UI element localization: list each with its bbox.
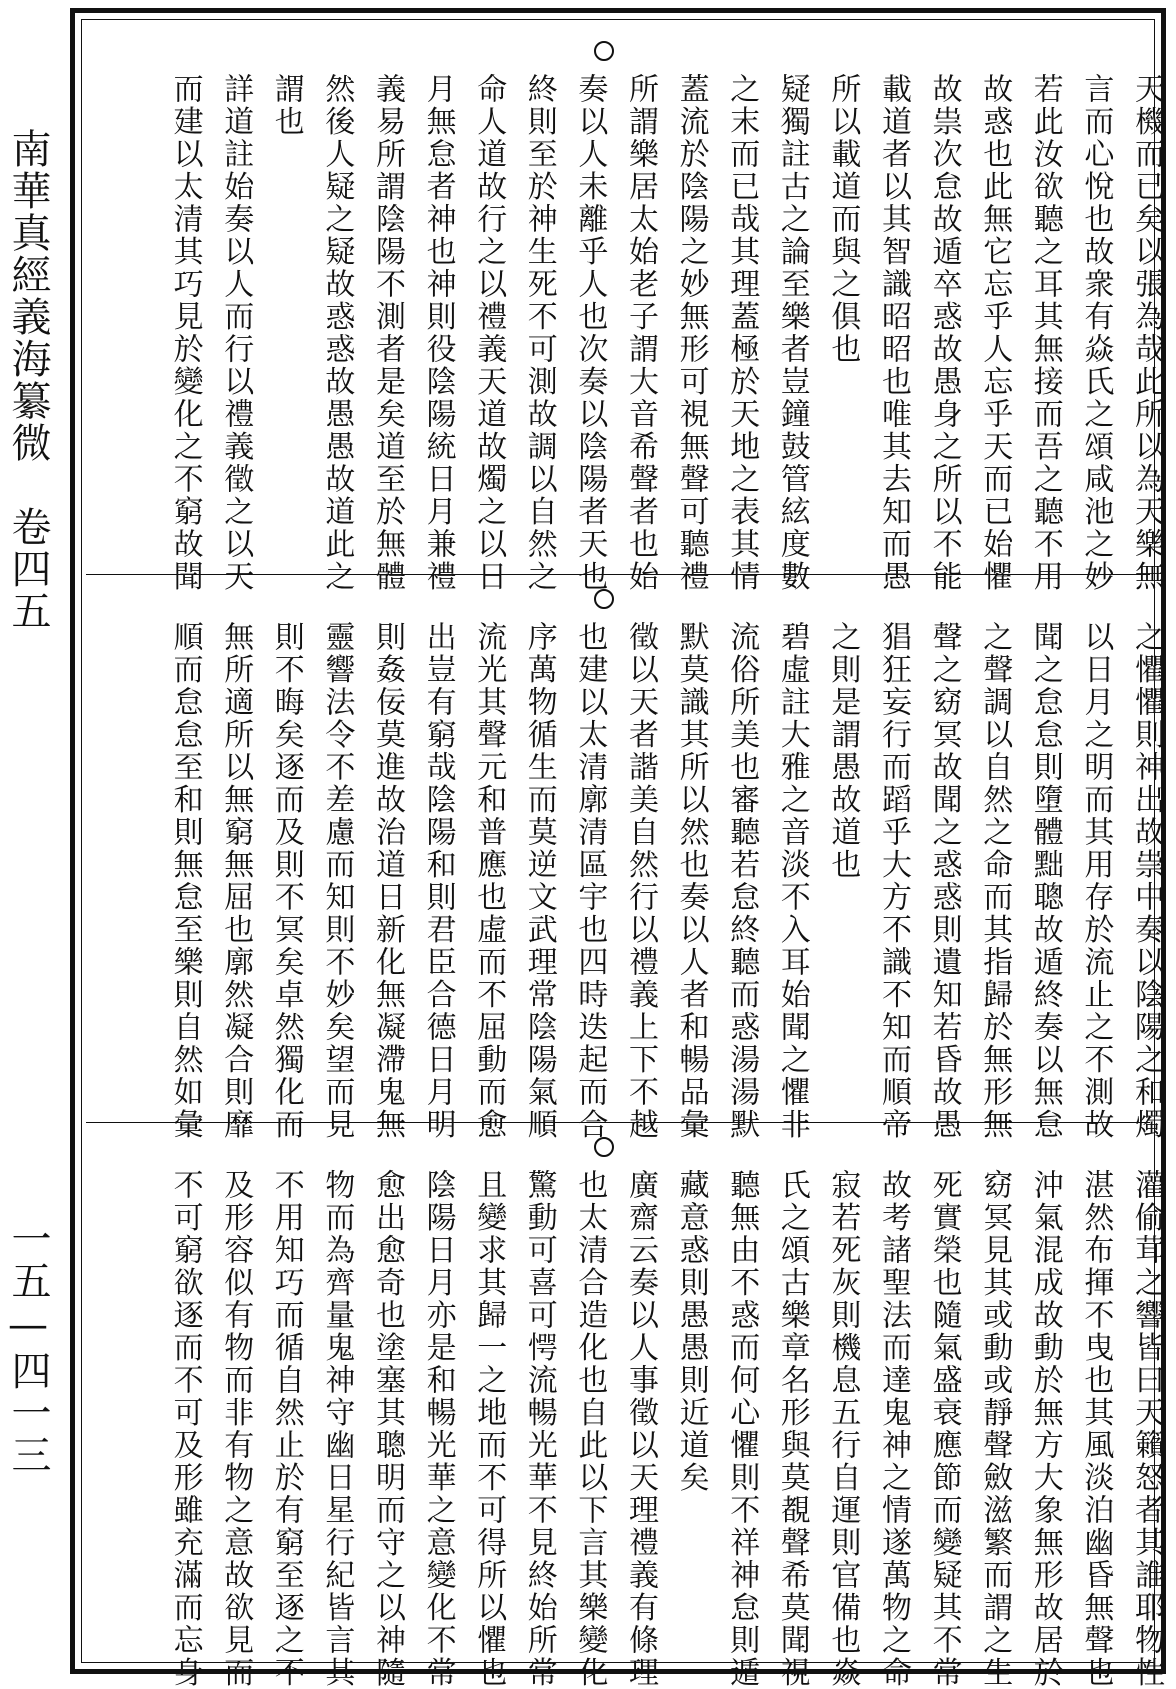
- text-column: 氏之頌古樂章名形與莫覩聲希莫聞視: [774, 1169, 810, 1689]
- text-column: 窈冥見其或動或靜聲斂滋繁而謂之生: [977, 1169, 1013, 1689]
- text-column: 驚動可喜可愕流暢光華不見終始所常: [521, 1169, 557, 1689]
- text-column: 陰陽日月亦是和暢光華之意變化不常: [420, 1169, 456, 1689]
- register-top: [86, 31, 1164, 593]
- text-column: 流俗所美也審聽若怠終聽而惑湯湯默: [724, 621, 760, 1141]
- text-column: 義易所謂陰陽不測者是矣道至於無體: [370, 73, 405, 593]
- text-column: 死實榮也隨氣盛衰應節而變疑其不常: [926, 1169, 962, 1689]
- register-bottom: [86, 1127, 1164, 1689]
- text-column: 蓋流於陰陽之妙無形可視無聲可聽禮: [673, 73, 709, 593]
- text-column: 而建以太清其巧見於變化之不窮故聞: [167, 73, 203, 593]
- text-column: 終則至於神生死不可測故調以自然之: [521, 73, 557, 593]
- text-column: 寂若死灰則機息五行自運則官備也焱: [825, 1169, 861, 1689]
- text-column: 則姦佞莫進故治道日新化無凝滯鬼無: [370, 621, 405, 1141]
- text-column: 藏意惑則愚愚則近道矣: [673, 1169, 709, 1494]
- text-column: 靈響法令不差慮而知則不妙矣望而見: [319, 621, 355, 1141]
- text-column: 所以載道而與之俱也: [825, 73, 861, 366]
- text-column: 徵以天者諧美自然行以禮義上下不越: [623, 621, 658, 1141]
- text-column: 聞之怠怠則墮體黜聰故遁終奏以無怠: [1027, 621, 1063, 1141]
- text-column: 以日月之明而其用存於流止之不測故: [1078, 621, 1114, 1141]
- text-column: 猖狂妄行而蹈乎大方不識不知而順帝: [876, 621, 911, 1141]
- section-circle-mark: [594, 41, 614, 61]
- text-column: 默莫識其所以然也奏以人者和暢品彙: [673, 621, 709, 1141]
- text-column: 之則是謂愚故道也: [825, 621, 861, 881]
- text-column: 命人道故行之以禮義天道故燭之以日: [471, 73, 507, 593]
- text-column: 聲之窈冥故聞之惑惑則遺知若昏故愚: [926, 621, 962, 1141]
- text-column: 之聲調以自然之命而其指歸於無形無: [977, 621, 1013, 1141]
- text-column: 沖氣混成故動於無方大象無形故居於: [1027, 1169, 1063, 1689]
- text-column: 也太清合造化也自此以下言其樂變化: [572, 1169, 608, 1689]
- text-column: 疑獨註古之論至樂者豈鐘鼓管絃度數: [774, 73, 810, 593]
- text-column: 之末而已哉其理蓋極於天地之表其情: [724, 73, 760, 593]
- register-divider: [86, 1122, 1150, 1123]
- text-column: 謂也: [268, 73, 304, 138]
- section-circle-mark: [594, 1137, 614, 1157]
- text-column: 及形容似有物而非有物之意故欲見而: [218, 1169, 254, 1689]
- text-column: 若此汝欲聽之耳其無接而吾之聽不用: [1027, 73, 1063, 593]
- text-column: 且變求其歸一之地而不可得所以懼也: [471, 1169, 507, 1689]
- register-middle: [86, 579, 1164, 1141]
- text-column: 故考諸聖法而達鬼神之情遂萬物之命: [876, 1169, 911, 1689]
- text-column: 所謂樂居太始老子謂大音希聲者也始: [623, 73, 658, 593]
- text-column: 碧虛註大雅之音淡不入耳始聞之懼非: [774, 621, 810, 1141]
- page-frame: [70, 8, 1166, 1689]
- text-column: 則不晦矣逐而及則不冥矣卓然獨化而: [268, 621, 304, 1141]
- text-column: 愈出愈奇也塗塞其聰明而守之以神隨: [370, 1169, 405, 1689]
- text-column: 出豈有窮哉陰陽和則君臣合德日月明: [420, 621, 456, 1141]
- text-column: 物而為齊量鬼神守幽日星行紀皆言其: [319, 1169, 355, 1689]
- text-column: 不可窮欲逐而不可及形雖充滿而忘身: [167, 1169, 203, 1689]
- text-column: 奏以人未離乎人也次奏以陰陽者天也: [572, 73, 608, 593]
- text-column: 流光其聲元和普應也虛而不屈動而愈: [471, 621, 507, 1141]
- text-column: 然後人疑之疑故惑惑故愚愚故道此之: [319, 73, 355, 593]
- text-column: 灌偷茸之響皆曰天籟怒者其誰耶物性: [1129, 1169, 1164, 1689]
- margin-book-title: 南華真經義海纂微 卷四五: [5, 128, 51, 632]
- text-column: 載道者以其智識昭昭也唯其去知而愚: [876, 73, 911, 593]
- text-column: 無所適所以無窮無屈也廓然凝合則靡: [218, 621, 254, 1141]
- text-column: 也建以太清廓清區宇也四時迭起而合: [572, 621, 608, 1141]
- text-column: 言而心悅也故衆有焱氏之頌咸池之妙: [1078, 73, 1114, 593]
- text-column: 聽無由不惑而何心懼則不祥神怠則遁: [724, 1169, 760, 1689]
- text-column: 月無怠者神也神則役陰陽統日月兼禮: [420, 73, 456, 593]
- section-circle-mark: [594, 589, 614, 609]
- margin-page-number: 一五—四一三: [5, 1218, 51, 1476]
- text-column: 不用知巧而循自然止於有窮至逐之不: [268, 1169, 304, 1689]
- text-column: 序萬物循生而莫逆文武理常陰陽氣順: [521, 621, 557, 1141]
- text-column: 天機而已矣以張為哉此所以為天樂無: [1129, 73, 1164, 593]
- text-column: 詳道註始奏以人而行以禮義徵之以天: [218, 73, 254, 593]
- text-column: 湛然布揮不曳也其風淡泊幽昏無聲也: [1078, 1169, 1114, 1689]
- text-column: 順而怠怠至和則無怠至樂則自然如彙: [167, 621, 203, 1141]
- text-column: 故祟次怠故遁卒惑故愚身之所以不能: [926, 73, 962, 593]
- text-column: 廣齋云奏以人事徵以天理禮義有條理: [623, 1169, 658, 1689]
- text-column: 故惑也此無它忘乎人忘乎天而已始懼: [977, 73, 1013, 593]
- text-column: 之懼懼則神出故祟中奏以陰陽之和燭: [1129, 621, 1164, 1141]
- register-divider: [86, 574, 1150, 575]
